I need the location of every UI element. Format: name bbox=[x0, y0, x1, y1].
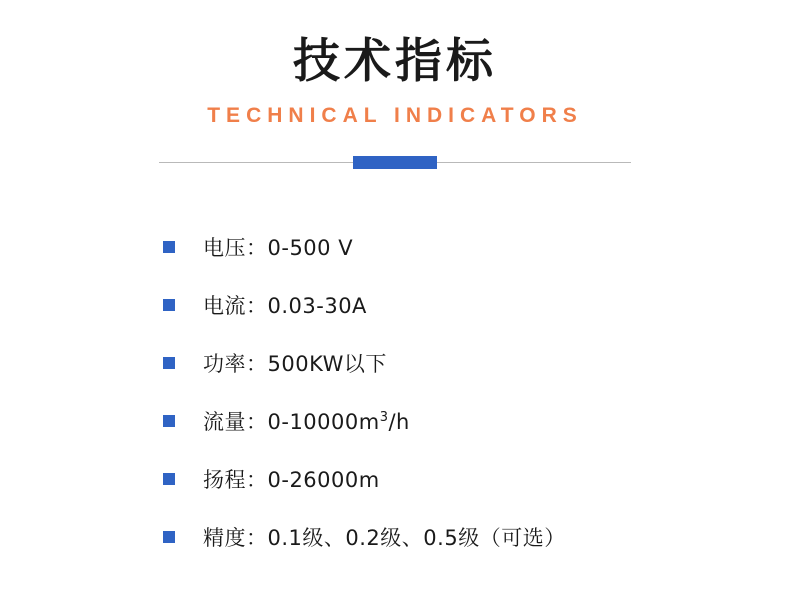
square-bullet-icon bbox=[163, 531, 175, 543]
list-item bbox=[0, 392, 790, 450]
divider bbox=[159, 156, 631, 170]
list-item bbox=[0, 276, 790, 334]
square-bullet-icon bbox=[163, 357, 175, 369]
list-item bbox=[0, 450, 790, 508]
page-subtitle: TECHNICAL INDICATORS bbox=[207, 104, 583, 128]
square-bullet-icon bbox=[163, 299, 175, 311]
divider-accent-block bbox=[353, 156, 437, 169]
spec-accuracy: 精度：0.1级、0.2级、0.5级（可选） bbox=[203, 526, 566, 551]
list-item bbox=[0, 218, 790, 276]
spec-voltage: 电压：0-500 V bbox=[203, 236, 354, 261]
square-bullet-icon bbox=[163, 473, 175, 485]
square-bullet-icon bbox=[163, 415, 175, 427]
list-item bbox=[0, 508, 790, 566]
specification-list bbox=[0, 218, 790, 566]
page-title: 技术指标 bbox=[293, 34, 497, 89]
spec-current: 电流：0.03-30A bbox=[203, 294, 367, 319]
spec-head: 扬程：0-26000m bbox=[203, 468, 380, 493]
square-bullet-icon bbox=[163, 241, 175, 253]
page-header bbox=[0, 0, 790, 128]
list-item bbox=[0, 334, 790, 392]
spec-power: 功率：500KW以下 bbox=[203, 352, 387, 377]
spec-flow: 流量：$0-10000m^3/h$ bbox=[203, 410, 410, 435]
